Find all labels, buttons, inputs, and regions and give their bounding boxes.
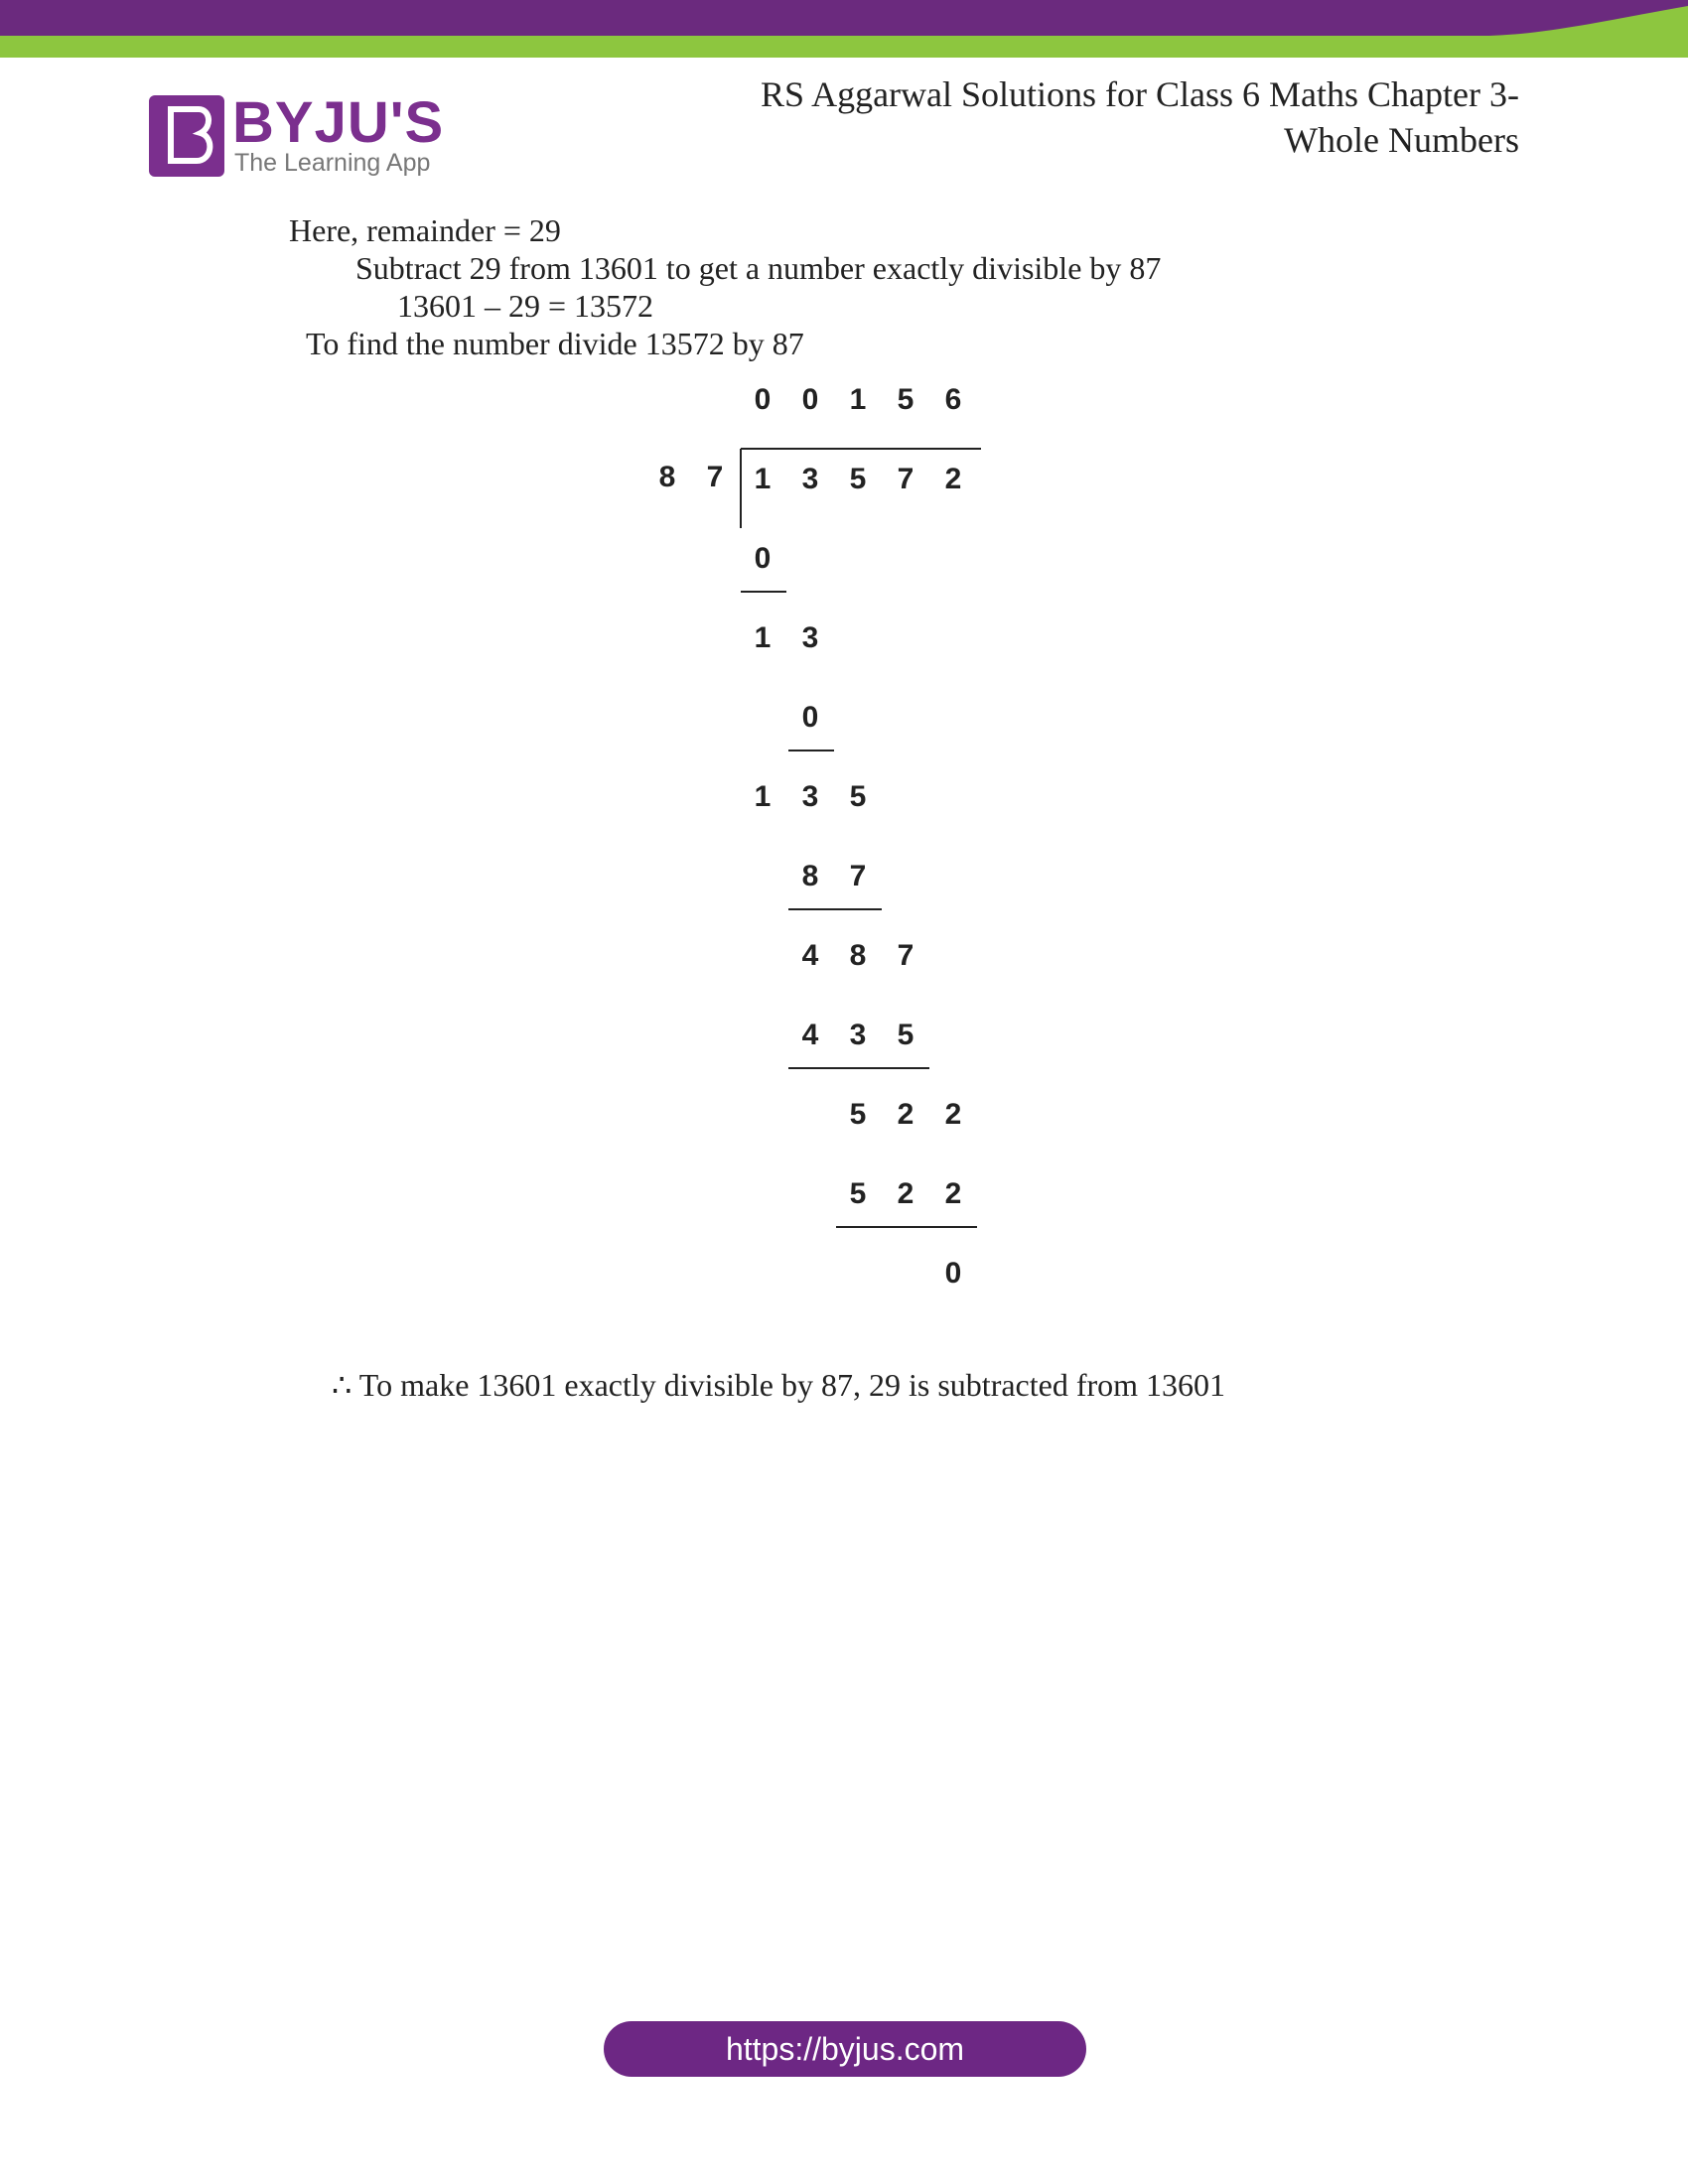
quotient-digit: 6 bbox=[944, 383, 962, 416]
dividend-digit: 1 bbox=[754, 463, 772, 495]
step-digit: 0 bbox=[801, 701, 819, 734]
logo-tagline: The Learning App bbox=[234, 149, 431, 177]
conclusion-text: ∴ To make 13601 exactly divisible by 87, 29 is subtracted from 13601 bbox=[332, 1367, 1226, 1403]
step-digit: 5 bbox=[849, 780, 867, 813]
page-title-line-2: Whole Numbers bbox=[1284, 120, 1519, 160]
step-digit: 0 bbox=[754, 542, 772, 575]
step-digit: 0 bbox=[944, 1257, 962, 1290]
step-digit: 1 bbox=[754, 621, 772, 654]
dividend-digit: 2 bbox=[944, 463, 962, 495]
divide-instruction: To find the number divide 13572 by 87 bbox=[306, 326, 804, 361]
page-title-line-1: RS Aggarwal Solutions for Class 6 Maths Chapter 3- bbox=[761, 74, 1519, 114]
dividend-digit: 5 bbox=[849, 463, 867, 495]
step-digit: 5 bbox=[849, 1098, 867, 1131]
subtraction-equation: 13601 – 29 = 13572 bbox=[397, 288, 654, 324]
logo-wordmark: BYJU'S bbox=[232, 90, 445, 155]
dividend-digit: 7 bbox=[897, 463, 914, 495]
divisor-digit: 8 bbox=[658, 461, 676, 493]
step-digit: 1 bbox=[754, 780, 772, 813]
step-digit: 2 bbox=[897, 1177, 914, 1210]
quotient-digit: 1 bbox=[849, 383, 867, 416]
step-digit: 2 bbox=[897, 1098, 914, 1131]
remainder-line: Here, remainder = 29 bbox=[289, 212, 561, 248]
divisor-digit: 7 bbox=[706, 461, 724, 493]
quotient-digit: 0 bbox=[754, 383, 772, 416]
step-digit: 5 bbox=[849, 1177, 867, 1210]
quotient-digit: 5 bbox=[897, 383, 914, 416]
step-digit: 2 bbox=[944, 1177, 962, 1210]
step-digit: 7 bbox=[897, 939, 914, 972]
step-digit: 3 bbox=[849, 1019, 867, 1051]
step-digit: 3 bbox=[801, 780, 819, 813]
step-digit: 8 bbox=[801, 860, 819, 892]
step-digit: 3 bbox=[801, 621, 819, 654]
step-digit: 4 bbox=[801, 1019, 819, 1051]
step-digit: 7 bbox=[849, 860, 867, 892]
step-digit: 8 bbox=[849, 939, 867, 972]
step-digit: 5 bbox=[897, 1019, 914, 1051]
step-digit: 2 bbox=[944, 1098, 962, 1131]
dividend-digit: 3 bbox=[801, 463, 819, 495]
footer-url-link[interactable]: https://byjus.com bbox=[604, 2021, 1086, 2077]
step-digit: 4 bbox=[801, 939, 819, 972]
subtract-instruction: Subtract 29 from 13601 to get a number exactly divisible by 87 bbox=[355, 250, 1162, 286]
quotient-digit: 0 bbox=[801, 383, 819, 416]
